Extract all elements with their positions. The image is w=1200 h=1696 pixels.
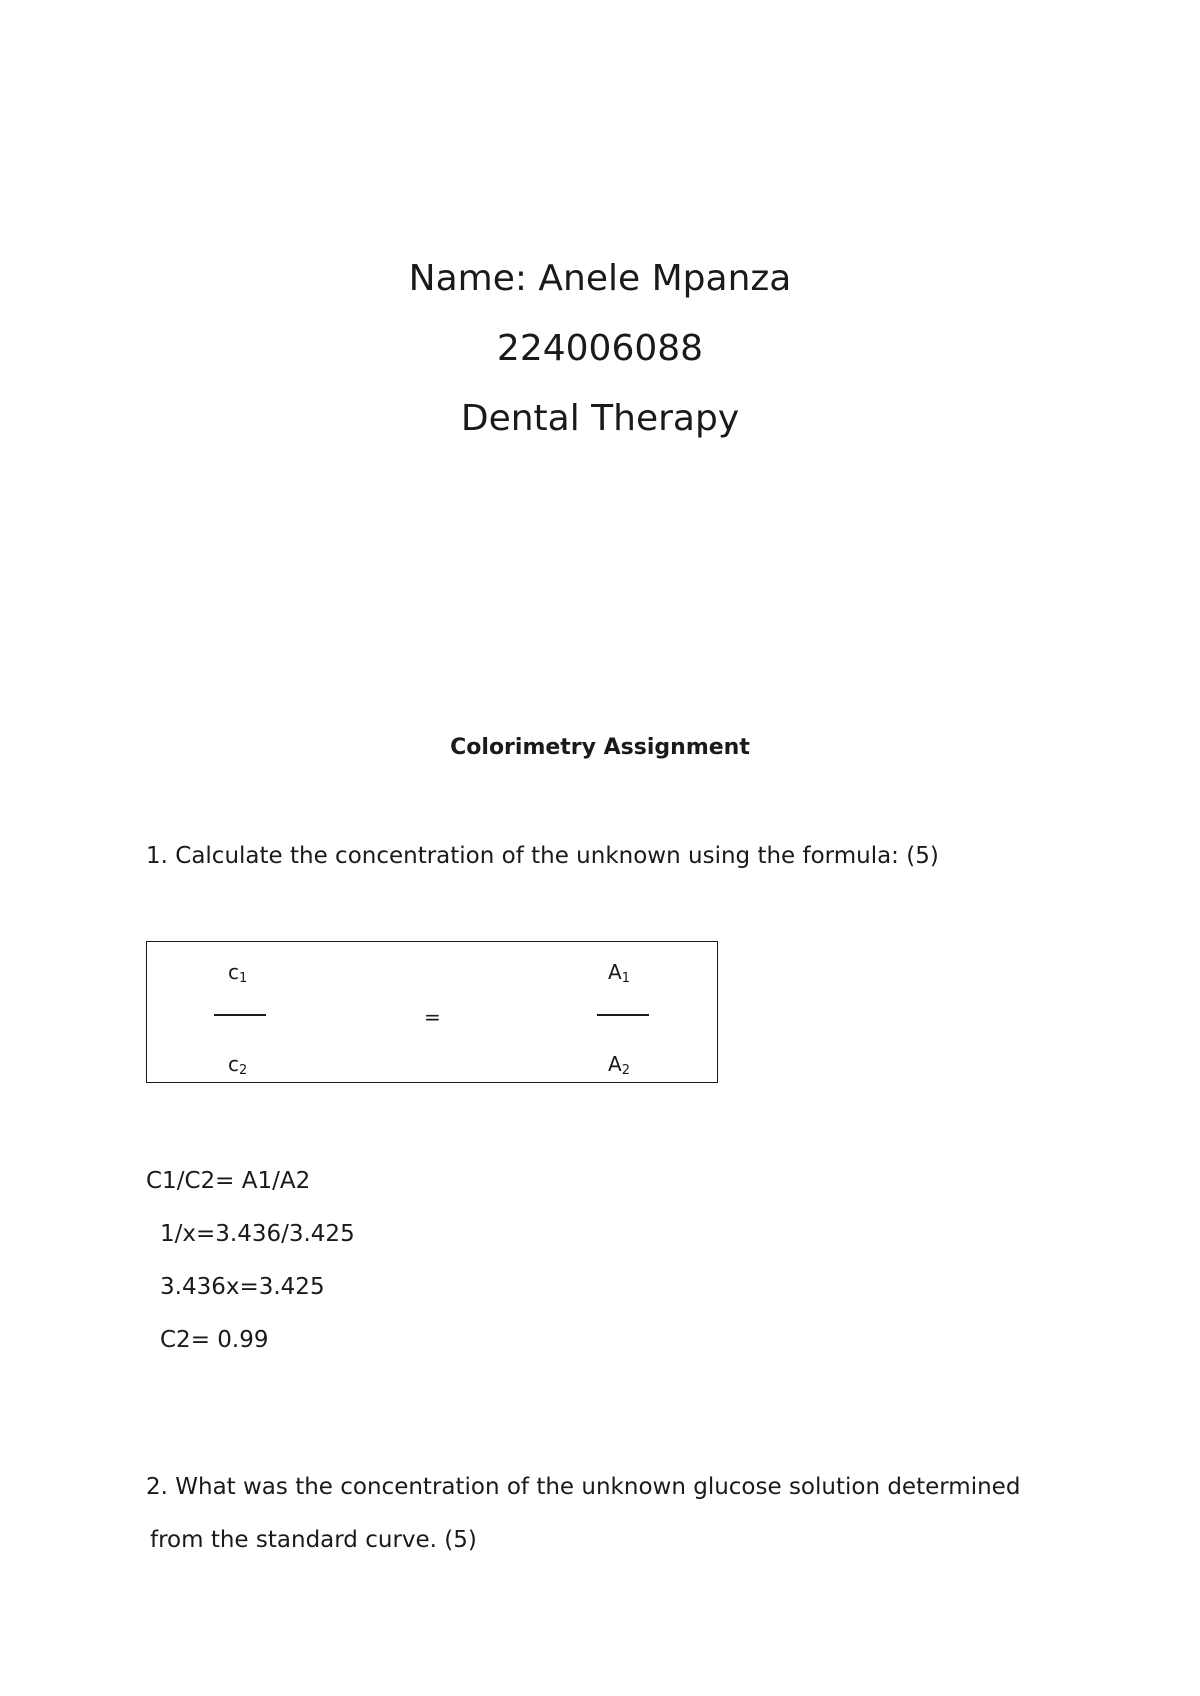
program-name: Dental Therapy — [460, 398, 740, 439]
answer-line: 1/x=3.436/3.425 — [160, 1221, 355, 1247]
assignment-title: Colorimetry Assignment — [450, 735, 750, 760]
fraction-bar-left — [214, 1014, 266, 1016]
answer-line: 3.436x=3.425 — [160, 1274, 325, 1300]
question-1-prompt: 1. Calculate the concentration of the unknown using the formula: (5) — [146, 843, 939, 869]
answer-line: C1/C2= A1/A2 — [146, 1168, 311, 1194]
answer-line: C2= 0.99 — [160, 1327, 269, 1353]
fraction-bar-right — [597, 1014, 649, 1016]
formula-equals: = — [424, 1005, 441, 1029]
formula-a1: $A_1$ — [608, 960, 630, 986]
formula-box — [146, 941, 718, 1083]
formula-c2: $c_2$ — [228, 1052, 248, 1078]
question-2-prompt-line-1: 2. What was the concentration of the unknown glucose solution determined — [146, 1474, 1021, 1500]
student-name: Name: Anele Mpanza — [408, 258, 792, 299]
formula-a2: $A_2$ — [608, 1052, 630, 1078]
question-2-prompt-line-2: from the standard curve. (5) — [150, 1527, 477, 1553]
formula-c1: $c_1$ — [228, 960, 248, 986]
student-number: 224006088 — [496, 328, 704, 369]
